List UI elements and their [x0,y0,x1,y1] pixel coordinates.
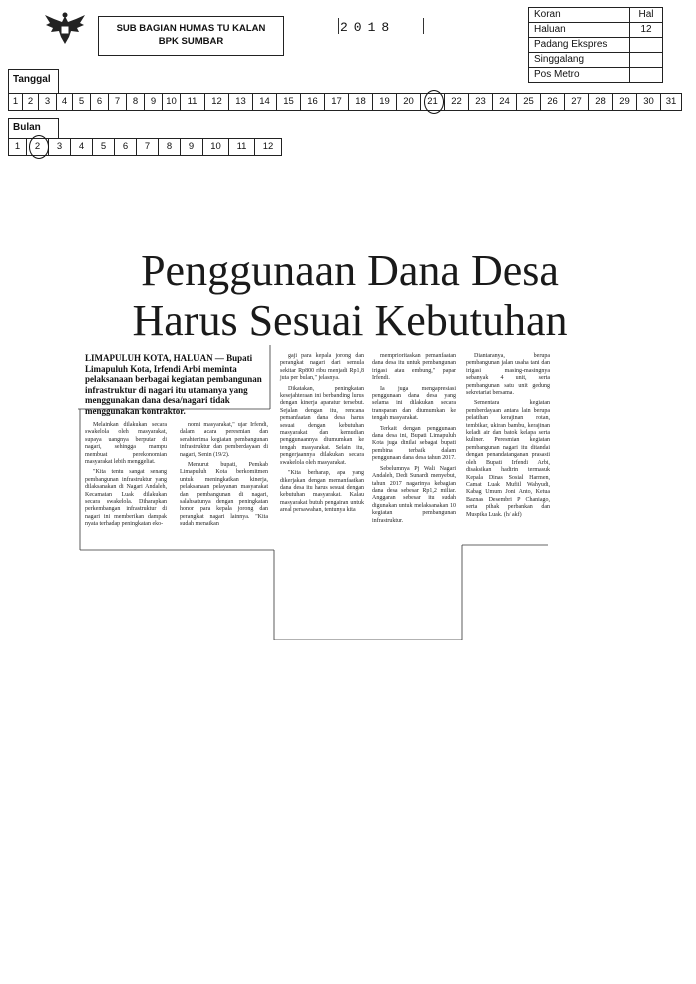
date-row [8,93,682,111]
month-cell[interactable]: 9 [181,139,203,155]
paper-row [529,8,663,23]
month-cell[interactable]: 10 [203,139,229,155]
article-column-2 [180,422,268,532]
date-cell[interactable]: 20 [397,94,421,110]
paper-name: Koran [529,8,630,23]
page-label: Hal [630,8,663,23]
date-cell[interactable]: 18 [349,94,373,110]
date-cell[interactable]: 17 [325,94,349,110]
article-paragraph: Melainkan dilakukan secara swakelola oleh masyarakat, supaya uangnya berputar di nagari, sehingga mampu membuat perekonomian masyarakat lebih menggeliat. [85,422,167,466]
date-cell[interactable]: 3 [39,94,57,110]
month-cell[interactable]: 2 [27,139,49,155]
date-cell[interactable]: 7 [109,94,127,110]
date-cell[interactable]: 24 [493,94,517,110]
date-cell[interactable]: 31 [665,96,677,107]
article-paragraph: nomi masyarakat," ujar Irfendi, dalam acara peresmian dan serahterima kegiatan pembangunan infrastruktur dan pemberdayaan di nagari, Senin (19/2). [180,422,268,458]
date-cell[interactable]: 10 [163,94,181,110]
article-paragraph: "Kita tentu sangat senang pembangunan infrastruktur yang dilaksanakan di Nagari Andaleh, Kecamatan Luak dilakukan secara swakelola. Diharapkan perkembangan infrastruktur di nagari ini memberikan dampak nyata terhadap peningkatan eko- [85,469,167,528]
date-cell[interactable]: 23 [469,94,493,110]
article-column-5 [466,353,550,522]
month-row [8,138,282,156]
article-paragraph: Dikatakan, peningkatan kesejahteraan ini berbanding lurus dengan kinerja aparatur tersebut. Sejalan dengan itu, rencana pemanfaatan dana desa harus sesuai dengan kebutuhan masyarakat dan kemudian penggunaannya diumumkan ke tengah masyarakat. Selain itu, pengerjaannya dilakukan secara swakelola oleh masyarakat. [280,385,364,466]
org-unit: BPK SUMBAR [158,36,224,47]
date-cell[interactable]: 21 [421,94,445,110]
year-field: 2018 [340,20,396,35]
date-cell[interactable]: 26 [541,94,565,110]
date-cell[interactable]: 6 [91,94,109,110]
paper-row [529,38,663,53]
headline-line: Harus Sesuai Kebutuhan [132,296,568,345]
article-lead: LIMAPULUH KOTA, HALUAN — Bupati Limapuluh Kota, Irfendi Arbi meminta pelaksanaan berbagai kegiatan pembangunan infrastruktur di nagari itu utamanya yang menggunakan dana desa/nagari tidak menggunakan kontraktor. [85,353,262,416]
article-paragraph: memprioritaskan pemanfaatan dana desa itu untuk pembangunan irigasi atau embung," papar Irfendi. [372,353,456,382]
date-cell[interactable]: 13 [229,94,253,110]
article-paragraph: Diantaranya, berupa pembangunan jalan usaha tani dan irigasi masing-masingnya sebanyak 4 unit, serta pembangunan satu unit gedung sekretariat bersama. [466,353,550,397]
article-column-3 [280,353,364,518]
month-cell[interactable]: 6 [115,139,137,155]
page-number: 12 [630,23,663,38]
date-cell[interactable]: 29 [613,94,637,110]
article-paragraph: Ia juga mengapresiasi penggunaan dana desa yang selama ini dilakukan secara transparan dan diumumkan ke tengah masyarakat. [372,385,456,422]
month-cell[interactable]: 5 [93,139,115,155]
date-cell[interactable]: 15 [277,94,301,110]
date-cell[interactable]: 14 [253,94,277,110]
paper-row [529,68,663,83]
month-cell[interactable]: 3 [49,139,71,155]
paper-name: Singgalang [529,53,630,68]
month-cell[interactable]: 4 [71,139,93,155]
paper-row [529,53,663,68]
date-cell[interactable]: 30 [637,94,661,110]
month-cell[interactable]: 11 [229,139,255,155]
selected-circle-mark [424,90,444,114]
date-cell[interactable]: 8 [127,94,145,110]
article-column-4 [372,353,456,528]
paper-name: Haluan [529,23,630,38]
date-cell[interactable]: 4 [57,94,73,110]
date-cell[interactable]: 28 [589,94,613,110]
date-cell[interactable]: 22 [445,94,469,110]
paper-name: Pos Metro [529,68,630,83]
headline-line: Penggunaan Dana Desa [141,246,559,295]
garuda-emblem-icon [42,10,88,48]
paper-name: Padang Ekspres [529,38,630,53]
month-cell[interactable]: 8 [159,139,181,155]
date-cell[interactable]: 27 [565,94,589,110]
newspaper-table [528,7,663,83]
date-cell[interactable]: 25 [517,94,541,110]
date-cell[interactable]: 19 [373,94,397,110]
org-header-box [98,16,284,56]
date-cell[interactable]: 5 [73,94,91,110]
selected-circle-mark [29,135,49,159]
article-paragraph: gaji para kepala jorong dan perangkat nagari dari semula sekitar Rp800 ribu menjadi Rp1,8 juta per bulan," jelasnya. [280,353,364,382]
month-cell[interactable]: 12 [262,141,274,152]
date-label: Tanggal [8,69,59,93]
article-paragraph: Sebelumnya Pj Wali Nagari Andaleh, Dedi Sunardi menyebut, tahun 2017 nagarinya kebagian dana desa sebesar Rp1,2 miliar. Anggaran sebesar itu sudah digunakan untuk melaksanakan 10 kegiatan pembangunan infrastruktur. [372,465,456,524]
date-cell[interactable]: 9 [145,94,163,110]
month-label: Bulan [8,118,59,138]
date-cell[interactable]: 12 [205,94,229,110]
article-paragraph: Terkait dengan penggunaan dana desa ini, Bupati Limapuluh Kota juga dinilai sebagai bupati pembina terbaik dalam penggunaan dana desa tahun 2017. [372,425,456,462]
article-paragraph: "Kita berharap, apa yang dikerjakan dengan memanfaatkan dana desa itu harus sesuai dengan kebutuhan masyarakat. Kalau masyarakat butuh pengairan untuk areal persawahan, tentunya kita [280,470,364,514]
org-name: SUB BAGIAN HUMAS TU KALAN [116,23,266,34]
article-column-1 [85,422,167,532]
date-cell[interactable]: 16 [301,94,325,110]
article-paragraph: Sementara kegiatan pemberdayaan antara lain berupa pelatihan kerajinan rotan, tembikar, ukiran bambu, kerajinan keladi air dan batok kelapa serta kuliner. Peresmian kegiatan pembangunan nagari itu ditandai dengan penandatanganan prasasti oleh Bupati Irfendi Arbi, disaksikan hadirin termasuk Kepala Dinas Sosial Harmen, Camat Luak Mufiil Wahyudi, Kabag Umum Joni Anto, Ketua Baznas Desembri P Chaniago, serta pihak perbankan dan Muspika Luak. (h/ akf) [466,400,550,518]
article-headline [60,246,640,346]
month-cell[interactable]: 7 [137,139,159,155]
date-cell[interactable]: 2 [23,94,39,110]
date-cell[interactable]: 11 [181,94,205,110]
paper-row [529,23,663,38]
month-cell[interactable]: 1 [9,139,27,155]
date-cell[interactable]: 1 [9,94,23,110]
article-paragraph: Menurut bupati, Pemkab Limapuluh Kota berkomitmen untuk meningkatkan kinerja, pelaksanaan pelayanan masyarakat dan pembangunan di nagari, salahsatunya dengan peningkatan honor para kepala jorong dan perangkat nagari lainnya. "Kita sudah menaikan [180,462,268,528]
